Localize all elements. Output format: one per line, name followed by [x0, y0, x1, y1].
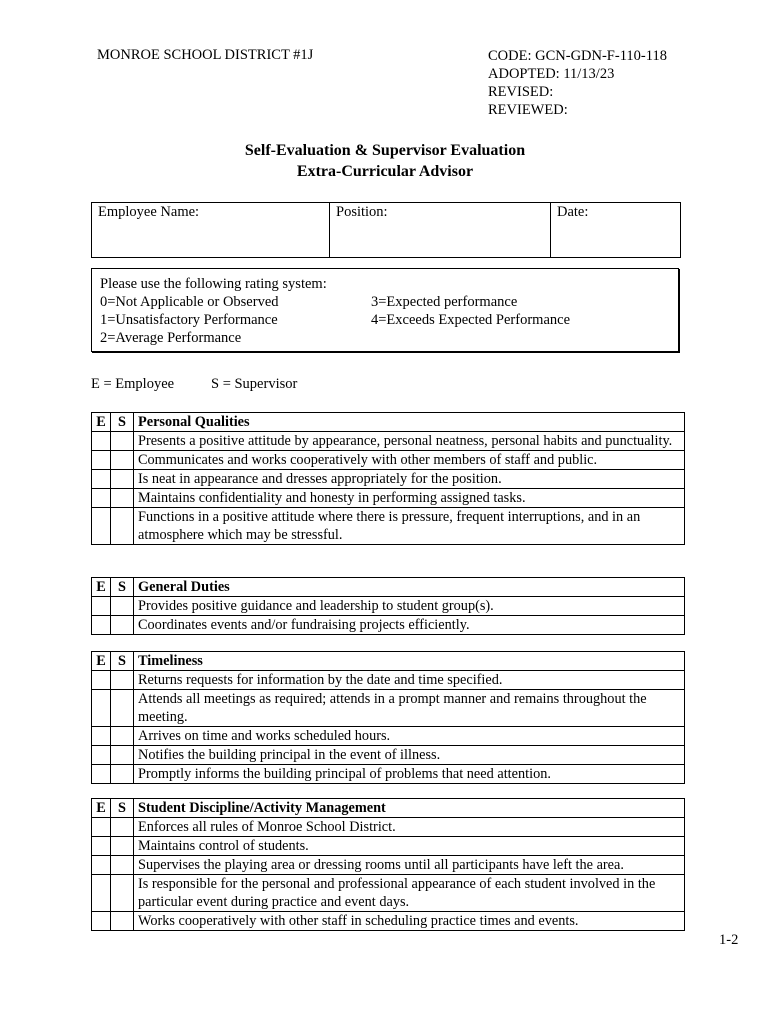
title-line-1: Self-Evaluation & Supervisor Evaluation	[244, 142, 526, 159]
rating-2: 2=Average Performance	[100, 330, 242, 346]
supervisor-rating-cell[interactable]	[111, 432, 134, 451]
section-table	[91, 412, 685, 545]
section-table	[91, 798, 685, 931]
position-field[interactable]	[330, 203, 550, 257]
criteria-row	[92, 508, 685, 545]
supervisor-rating-cell[interactable]	[111, 470, 134, 489]
section-heading: General Duties	[134, 578, 685, 597]
criteria-row	[92, 671, 685, 690]
section-heading: Personal Qualities	[134, 413, 685, 432]
criteria-text: Maintains control of students.	[134, 837, 685, 856]
rating-1: 1=Unsatisfactory Performance	[100, 312, 278, 328]
employee-rating-cell[interactable]	[92, 508, 111, 545]
criteria-row	[92, 690, 685, 727]
employee-rating-cell[interactable]	[92, 671, 111, 690]
employee-rating-cell[interactable]	[92, 616, 111, 635]
section-header-row	[92, 799, 685, 818]
criteria-row	[92, 765, 685, 784]
employee-name-field[interactable]	[92, 203, 329, 257]
column-e-header: E	[92, 799, 111, 818]
employee-rating-cell[interactable]	[92, 690, 111, 727]
supervisor-rating-cell[interactable]	[111, 597, 134, 616]
criteria-text: Is responsible for the personal and professional appearance of each student involved in the particular event during practice and event days.	[134, 875, 685, 912]
criteria-row	[92, 489, 685, 508]
section-table	[91, 651, 685, 784]
criteria-text: Works cooperatively with other staff in scheduling practice times and events.	[134, 912, 685, 931]
section-heading: Timeliness	[134, 652, 685, 671]
criteria-row	[92, 837, 685, 856]
document-title	[0, 140, 770, 182]
criteria-text: Attends all meetings as required; attends in a prompt manner and remains throughout the meeting.	[134, 690, 685, 727]
criteria-text: Communicates and works cooperatively with other members of staff and public.	[134, 451, 685, 470]
supervisor-rating-cell[interactable]	[111, 671, 134, 690]
criteria-text: Notifies the building principal in the event of illness.	[134, 746, 685, 765]
criteria-text: Arrives on time and works scheduled hours.	[134, 727, 685, 746]
position-label: Position:	[336, 204, 388, 220]
criteria-text: Presents a positive attitude by appearance, personal neatness, personal habits and punctuality.	[134, 432, 685, 451]
criteria-text: Maintains confidentiality and honesty in performing assigned tasks.	[134, 489, 685, 508]
criteria-row	[92, 470, 685, 489]
criteria-text: Is neat in appearance and dresses appropriately for the position.	[134, 470, 685, 489]
employee-rating-cell[interactable]	[92, 875, 111, 912]
supervisor-rating-cell[interactable]	[111, 875, 134, 912]
employee-rating-cell[interactable]	[92, 746, 111, 765]
criteria-text: Coordinates events and/or fundraising projects efficiently.	[134, 616, 685, 635]
criteria-row	[92, 451, 685, 470]
employee-rating-cell[interactable]	[92, 432, 111, 451]
criteria-text: Promptly informs the building principal of problems that need attention.	[134, 765, 685, 784]
rating-3: 3=Expected performance	[371, 294, 518, 310]
employee-rating-cell[interactable]	[92, 451, 111, 470]
supervisor-rating-cell[interactable]	[111, 451, 134, 470]
employee-rating-cell[interactable]	[92, 489, 111, 508]
employee-name-label: Employee Name:	[98, 204, 200, 220]
supervisor-rating-cell[interactable]	[111, 856, 134, 875]
column-e-header: E	[92, 652, 111, 671]
criteria-row	[92, 746, 685, 765]
section-header-row	[92, 652, 685, 671]
criteria-row	[92, 818, 685, 837]
supervisor-rating-cell[interactable]	[111, 616, 134, 635]
criteria-text: Returns requests for information by the date and time specified.	[134, 671, 685, 690]
date-field[interactable]	[551, 203, 680, 257]
employee-info-box	[91, 202, 681, 258]
criteria-row	[92, 912, 685, 931]
employee-rating-cell[interactable]	[92, 818, 111, 837]
column-s-header: S	[111, 652, 134, 671]
document-codes	[488, 47, 667, 119]
section-heading: Student Discipline/Activity Management	[134, 799, 685, 818]
supervisor-rating-cell[interactable]	[111, 818, 134, 837]
criteria-row	[92, 856, 685, 875]
section-header-row	[92, 413, 685, 432]
rating-0: 0=Not Applicable or Observed	[100, 294, 279, 310]
criteria-row	[92, 616, 685, 635]
page-number: 1-2	[719, 932, 739, 948]
column-s-header: S	[111, 578, 134, 597]
column-e-header: E	[92, 578, 111, 597]
employee-rating-cell[interactable]	[92, 597, 111, 616]
criteria-row	[92, 597, 685, 616]
supervisor-rating-cell[interactable]	[111, 746, 134, 765]
title-line-2: Extra-Curricular Advisor	[296, 163, 474, 180]
supervisor-rating-cell[interactable]	[111, 765, 134, 784]
employee-rating-cell[interactable]	[92, 727, 111, 746]
criteria-text: Enforces all rules of Monroe School District.	[134, 818, 685, 837]
rating-intro: Please use the following rating system:	[100, 276, 327, 292]
rating-system-box	[91, 268, 679, 352]
section-table	[91, 577, 685, 635]
criteria-row	[92, 875, 685, 912]
date-label: Date:	[557, 204, 589, 220]
supervisor-rating-cell[interactable]	[111, 837, 134, 856]
criteria-text: Supervises the playing area or dressing rooms until all participants have left the area.	[134, 856, 685, 875]
employee-rating-cell[interactable]	[92, 912, 111, 931]
employee-rating-cell[interactable]	[92, 837, 111, 856]
supervisor-rating-cell[interactable]	[111, 727, 134, 746]
employee-rating-cell[interactable]	[92, 765, 111, 784]
employee-rating-cell[interactable]	[92, 470, 111, 489]
supervisor-rating-cell[interactable]	[111, 912, 134, 931]
legend-supervisor: S = Supervisor	[211, 376, 298, 392]
rating-4: 4=Exceeds Expected Performance	[371, 312, 570, 328]
code-line: CODE: GCN-GDN-F-110-118	[488, 48, 667, 64]
adopted-line: ADOPTED: 11/13/23	[488, 66, 615, 82]
column-e-header: E	[92, 413, 111, 432]
district-name: MONROE SCHOOL DISTRICT #1J	[97, 47, 314, 63]
criteria-row	[92, 432, 685, 451]
reviewed-line: REVIEWED:	[488, 102, 568, 118]
legend-employee: E = Employee	[91, 376, 175, 392]
employee-rating-cell[interactable]	[92, 856, 111, 875]
criteria-text: Functions in a positive attitude where there is pressure, frequent interruptions, and in an atmosphere which may be stressful.	[134, 508, 685, 545]
criteria-text: Provides positive guidance and leadership to student group(s).	[134, 597, 685, 616]
criteria-row	[92, 727, 685, 746]
supervisor-rating-cell[interactable]	[111, 508, 134, 545]
column-s-header: S	[111, 413, 134, 432]
section-header-row	[92, 578, 685, 597]
column-s-header: S	[111, 799, 134, 818]
revised-line: REVISED:	[488, 84, 554, 100]
supervisor-rating-cell[interactable]	[111, 489, 134, 508]
supervisor-rating-cell[interactable]	[111, 690, 134, 727]
